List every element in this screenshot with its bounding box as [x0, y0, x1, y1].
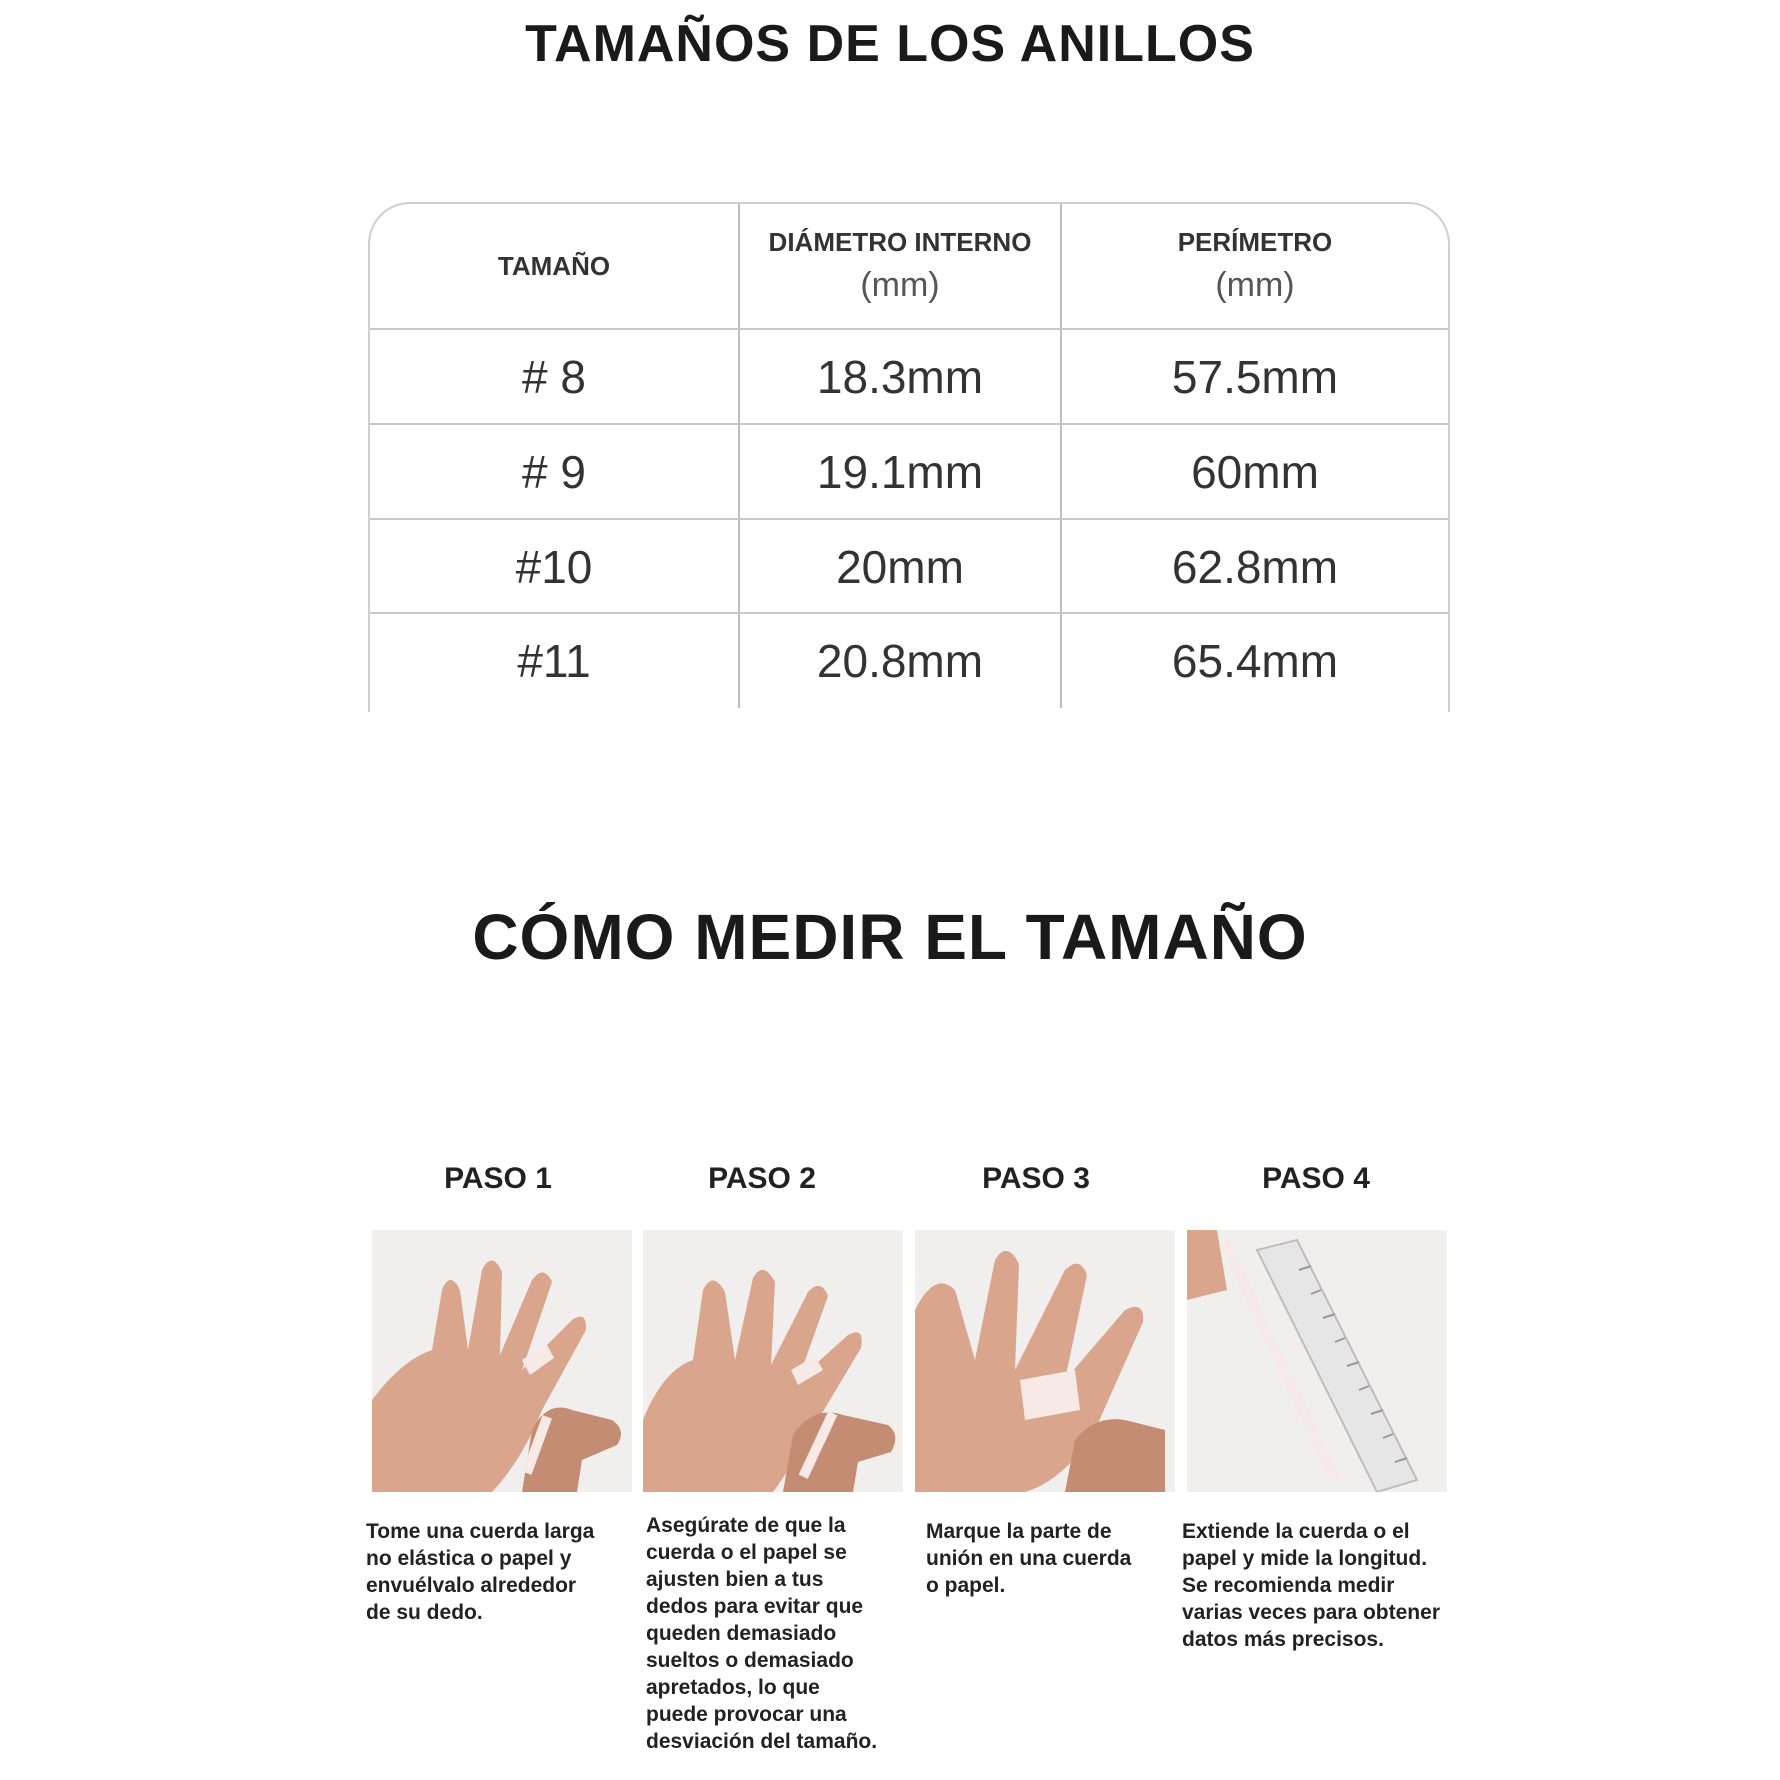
ruler-photo — [1187, 1230, 1447, 1492]
diameter-cell: 19.1mm — [738, 425, 1060, 519]
table-row — [370, 328, 1448, 424]
hand-wrapping-string-photo — [372, 1230, 632, 1492]
header-diameter-unit: (mm) — [860, 266, 940, 304]
step-1-text: Tome una cuerda larga no elástica o papel y envuélvalo alrededor de su dedo. — [366, 1520, 595, 1624]
step-1-label: PASO 1 — [444, 1162, 552, 1195]
header-size — [370, 204, 738, 328]
step-4-text: Extiende la cuerda o el papel y mide la longitud. Se recomienda medir varias veces para obtener datos más precisos. — [1182, 1520, 1440, 1651]
header-size-label: TAMAÑO — [497, 250, 611, 281]
perimeter-cell: 60mm — [1060, 425, 1448, 519]
perimeter-cell: 62.8mm — [1060, 520, 1448, 614]
header-perimeter — [1060, 204, 1448, 328]
hand-tightening-paper-photo — [643, 1230, 903, 1492]
header-diameter-label: DIÁMETRO INTERNO — [768, 227, 1032, 257]
step-3-text: Marque la parte de unión en una cuerda o papel. — [926, 1520, 1132, 1597]
header-diameter — [738, 204, 1060, 328]
diameter-cell: 20.8mm — [738, 614, 1060, 708]
diameter-cell: 18.3mm — [738, 330, 1060, 424]
size-cell: #10 — [515, 541, 593, 593]
table-row — [370, 423, 1448, 519]
table-row — [370, 518, 1448, 614]
header-perimeter-unit: (mm) — [1215, 266, 1295, 304]
step-2-label: PASO 2 — [708, 1162, 816, 1195]
table-row — [370, 612, 1448, 708]
step-4-label: PASO 4 — [1262, 1162, 1370, 1195]
header-perimeter-label: PERÍMETRO — [1177, 227, 1333, 257]
table-header-row — [370, 204, 1448, 328]
ring-size-table — [368, 202, 1450, 712]
step-3-label: PASO 3 — [982, 1162, 1090, 1195]
diameter-cell: 20mm — [738, 520, 1060, 614]
hand-marking-paper-photo — [915, 1230, 1175, 1492]
size-cell: #11 — [517, 635, 591, 687]
perimeter-cell: 57.5mm — [1060, 330, 1448, 424]
step-2-text: Asegúrate de que la cuerda o el papel se ajusten bien a tus dedos para evitar que queden demasiado sueltos o demasiado apretados, lo que puede provocar una desviación del tamaño. — [646, 1514, 878, 1753]
size-cell: # 8 — [522, 351, 586, 403]
size-cell: # 9 — [522, 446, 586, 498]
sizes-title: TAMAÑOS DE LOS ANILLOS — [525, 15, 1255, 73]
perimeter-cell: 65.4mm — [1060, 614, 1448, 708]
measure-title: CÓMO MEDIR EL TAMAÑO — [472, 901, 1308, 973]
